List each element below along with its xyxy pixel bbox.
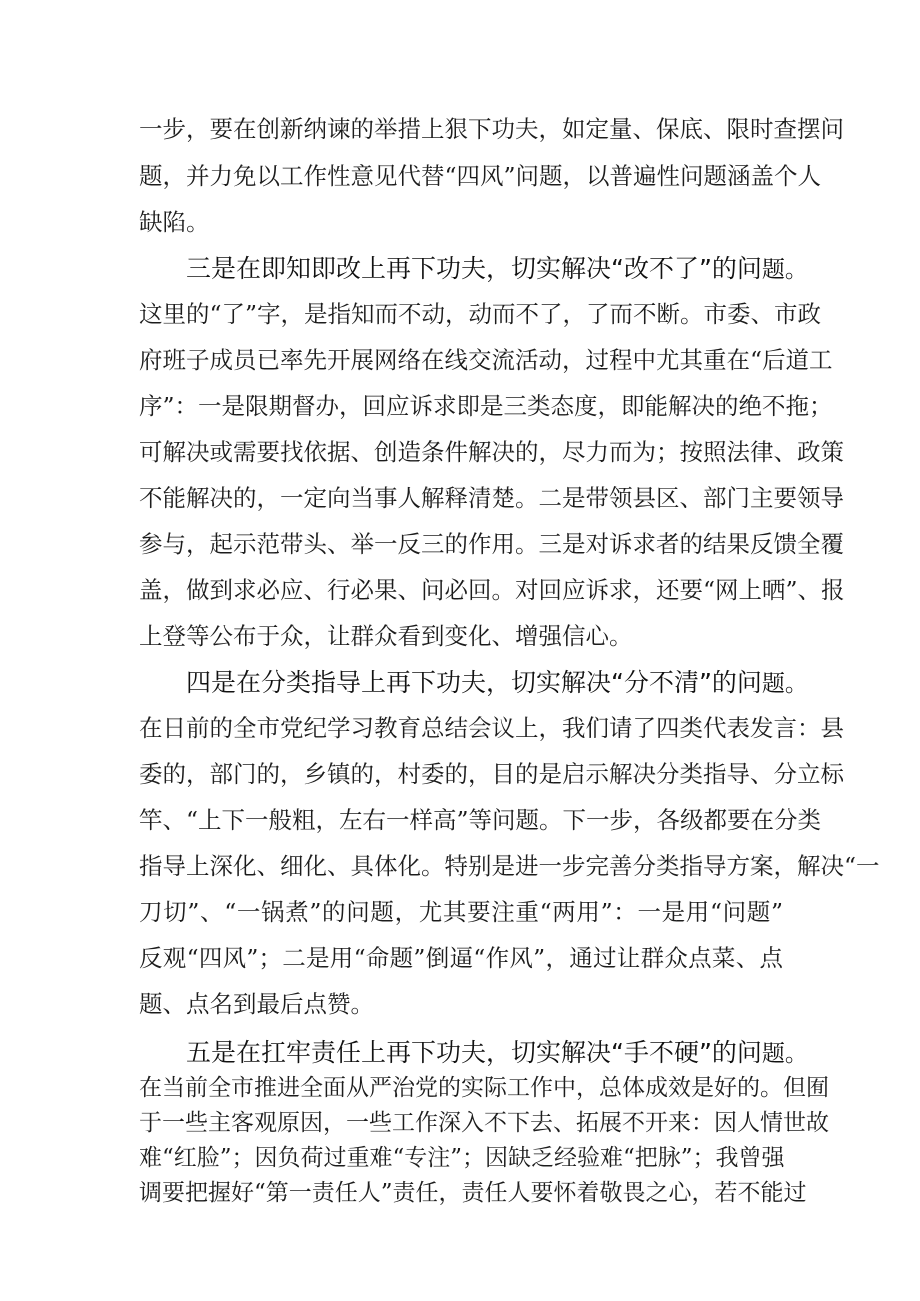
paragraph-line: 上登等公布于众，让群众看到变化、增强信心。: [139, 622, 633, 650]
section-heading: [186, 666, 808, 701]
paragraph-line: 竿、“上下一般粗，左右一样高”等问题。下一步，各级都要在分类: [139, 806, 822, 834]
section-heading-text: 三是在即知即改上再下功夫，切实解决“改不了”的问: [186, 254, 762, 283]
paragraph-line: 于一些主客观原因，一些工作深入不下去、拓展不开来：因人情世故: [139, 1110, 829, 1136]
paragraph-line: 参与，起示范带头、举一反三的作用。三是对诉求者的结果反馈全覆: [139, 530, 844, 558]
section-heading-text: 四是在分类指导上再下功夫，切实解决“分不清”的问: [186, 668, 762, 697]
paragraph-line: 在当前全市推进全面从严治党的实际工作中，总体成效是好的。但囿: [139, 1075, 829, 1101]
paragraph-line: 缺陷。: [139, 208, 210, 236]
section-heading-tail: 题。: [761, 1041, 808, 1067]
paragraph-line: 可解决或需要找依据、创造条件解决的，尽力而为；按照法律、政策: [139, 438, 844, 466]
section-heading-text: 五是在扛牢责任上再下功夫，切实解决“手不硬”的问: [186, 1038, 762, 1067]
paragraph-line: 刀切”、“一锅煮”的问题，尤其要注重“两用”：一是用“问题”: [139, 898, 783, 926]
paragraph-line: 一步，要在创新纳谏的举措上狠下功夫，如定量、保底、限时查摆问: [139, 115, 844, 143]
paragraph-line: 题，并力免以工作性意见代替“四风”问题，以普遍性问题涵盖个人: [139, 162, 822, 190]
section-heading-tail: 题。: [761, 671, 808, 697]
paragraph-line: 在日前的全市党纪学习教育总结会议上，我们请了四类代表发言：县: [139, 714, 844, 742]
paragraph-line: 府班子成员已率先开展网络在线交流活动，过程中尤其重在“后道工: [139, 346, 833, 374]
section-heading: [186, 252, 808, 287]
section-heading: [186, 1036, 808, 1071]
paragraph-line: 题、点名到最后点赞。: [139, 990, 374, 1018]
paragraph-line: 这里的“了”字，是指知而不动，动而不了，了而不断。市委、市政: [139, 300, 822, 328]
paragraph-line: 盖，做到求必应、行必果、问必回。对回应诉求，还要“网上晒”、报: [139, 576, 845, 604]
paragraph-line: 指导上深化、细化、具体化。特别是进一步完善分类指导方案，解决“一: [139, 852, 880, 880]
paragraph-line: 委的，部门的，乡镇的，村委的，目的是启示解决分类指导、分立标: [139, 760, 844, 788]
paragraph-line: 不能解决的，一定向当事人解释清楚。二是带领县区、部门主要领导: [139, 484, 844, 512]
paragraph-line: 难“红脸”；因负荷过重难“专注”；因缺乏经验难“把脉”；我曾强: [139, 1145, 785, 1171]
paragraph-line: 反观“四风”；二是用“命题”倒逼“作风”，通过让群众点菜、点: [139, 944, 783, 972]
section-heading-tail: 题。: [761, 257, 808, 283]
paragraph-line: 调要把握好“第一责任人”责任，责任人要怀着敬畏之心，若不能过: [139, 1180, 807, 1206]
paragraph-line: 序”：一是限期督办，回应诉求即是三类态度，即能解决的绝不拖；: [139, 392, 833, 420]
